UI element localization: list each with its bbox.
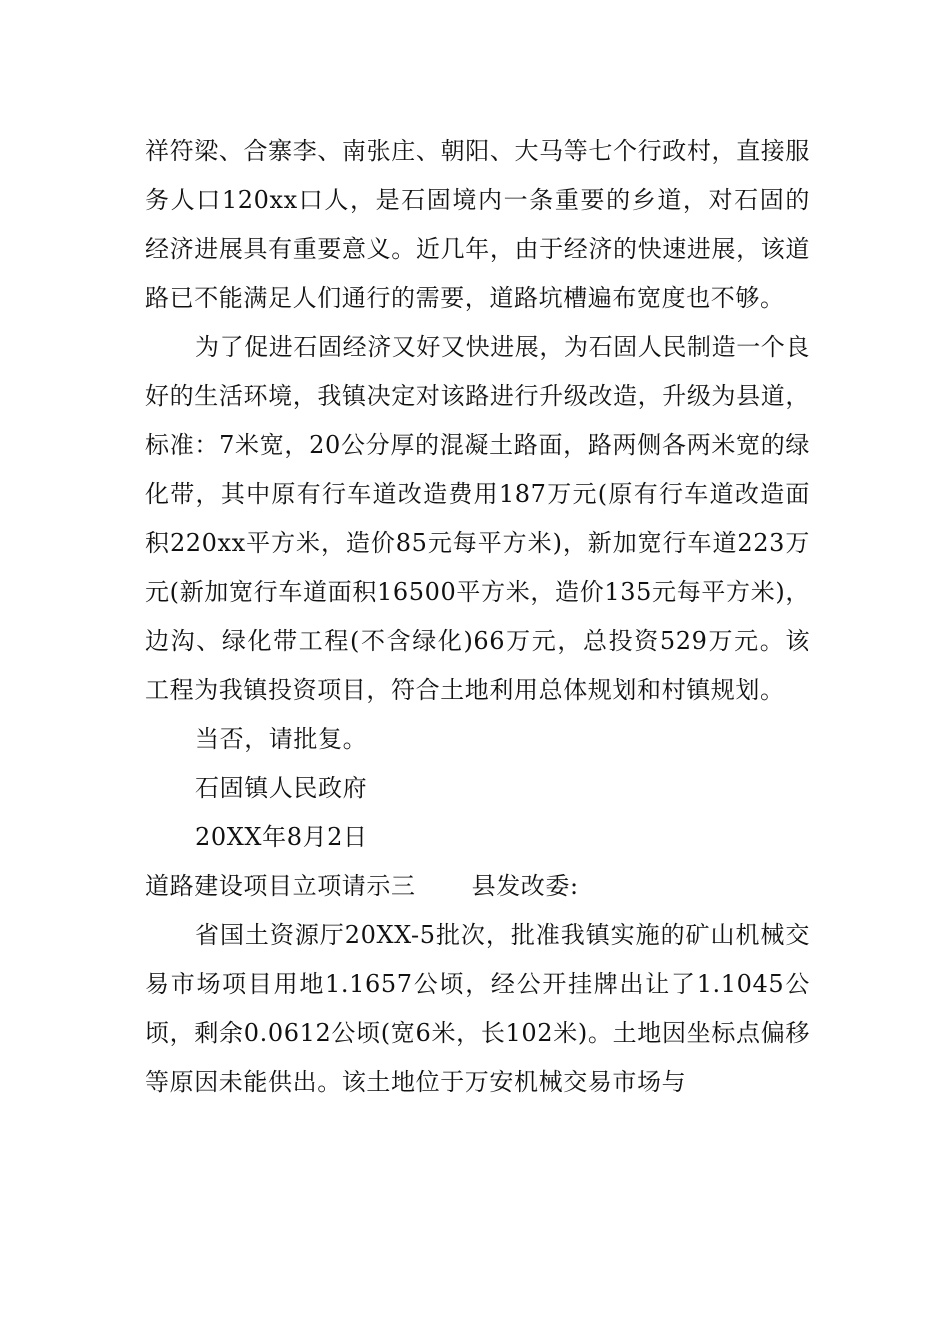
section-title: 道路建设项目立项请示三 xyxy=(145,872,416,900)
paragraph-land-use: 省国土资源厅20XX-5批次，批准我镇实施的矿山机械交易市场项目用地1.1657公顷，经公开挂牌出让了1.1045公顷，剩余0.0612公顷(宽6米，长102米)。土地因坐标点偏移等原因未能供出。该土地位于万安机械交易市场与 xyxy=(145,921,810,1096)
signature-issuer: 石固镇人民政府 xyxy=(195,774,368,802)
closing-request: 当否，请批复。 xyxy=(195,725,368,753)
section-recipient: 县发改委: xyxy=(471,872,579,900)
section-heading xyxy=(145,862,810,911)
paragraph-upgrade-plan: 为了促进石固经济又好又快进展，为石固人民制造一个良好的生活环境，我镇决定对该路进行升级改造，升级为县道，标准：7米宽，20公分厚的混凝土路面，路两侧各两米宽的绿化带，其中原有行车道改造费用187万元(原有行车道改造面积220xx平方米，造价85元每平方米)，新加宽行车道223万元(新加宽行车道面积16500平方米，造价135元每平方米)，边沟、绿化带工程(不含绿化)66万元，总投资529万元。该工程为我镇投资项目，符合土地利用总体规划和村镇规划。 xyxy=(145,333,810,704)
document-date: 20XX年8月2日 xyxy=(195,823,368,851)
paragraph-road-background: 祥符梁、合寨李、南张庄、朝阳、大马等七个行政村，直接服务人口120xx口人，是石固境内一条重要的乡道，对石固的经济进展具有重要意义。近几年，由于经济的快速进展，该道路已不能满足人们通行的需要，道路坑槽遍布宽度也不够。 xyxy=(145,137,810,312)
document-body xyxy=(145,127,810,1107)
